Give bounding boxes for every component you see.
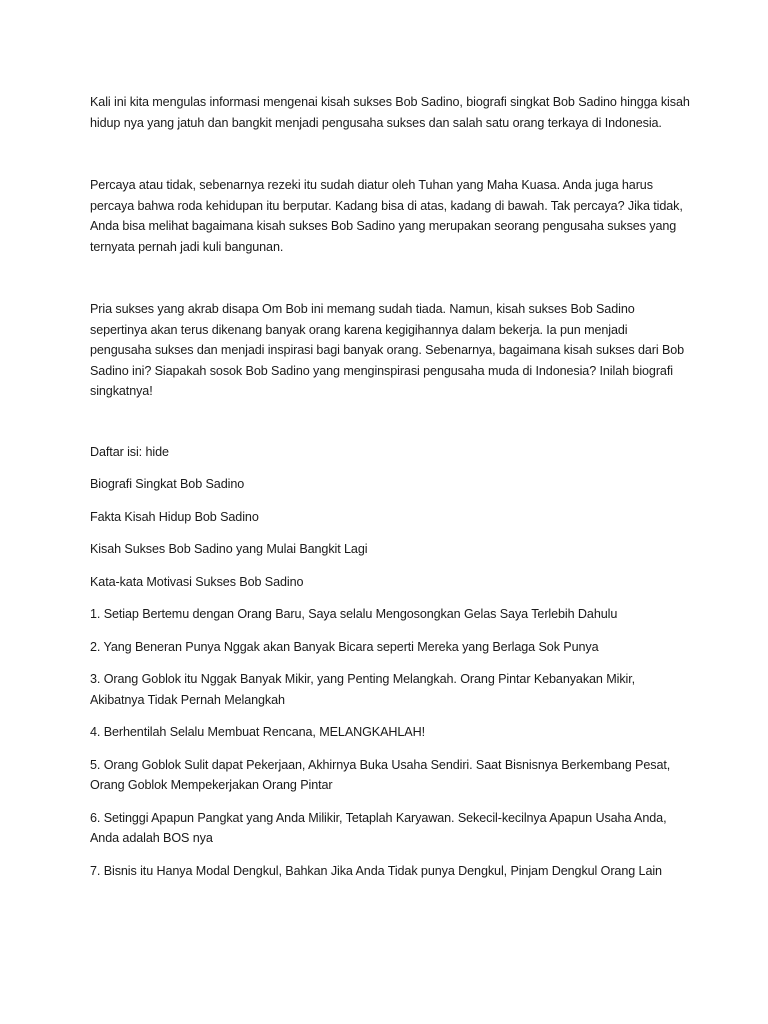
- toc-item-biografi[interactable]: Biografi Singkat Bob Sadino: [90, 477, 245, 491]
- toc-item-fakta[interactable]: Fakta Kisah Hidup Bob Sadino: [90, 509, 259, 524]
- intro-paragraph: Kali ini kita mengulas informasi mengenai kisah sukses Bob Sadino, biografi singkat Bob Sadino hingga kisah hidup nya yang jatuh dan bangkit menjadi pengusaha sukses dan salah satu orang terkaya di Indonesia.: [90, 95, 690, 130]
- quote-item: 2. Yang Beneran Punya Nggak akan Banyak Bicara seperti Mereka yang Berlaga Sok Punya: [90, 639, 599, 654]
- toc-heading: Daftar isi: hide: [90, 444, 169, 459]
- quote-item: 6. Setinggi Apapun Pangkat yang Anda Milikir, Tetaplah Karyawan. Sekecil-kecilnya Apapun Usaha Anda, Anda adalah BOS nya: [90, 810, 667, 845]
- belief-paragraph: Percaya atau tidak, sebenarnya rezeki itu sudah diatur oleh Tuhan yang Maha Kuasa. Anda juga harus percaya bahwa roda kehidupan itu berputar. Kadang bisa di atas, kadang di bawah. Tak percaya? Jika tidak, Anda bisa melihat bagaimana kisah sukses Bob Sadino yang merupakan seorang pengusaha sukses yang ternyata pernah jadi kuli bangunan.: [90, 178, 683, 254]
- toc-item-kata-kata[interactable]: Kata-kata Motivasi Sukses Bob Sadino: [90, 574, 304, 589]
- quote-item: 1. Setiap Bertemu dengan Orang Baru, Saya selalu Mengosongkan Gelas Saya Terlebih Dahulu: [90, 607, 618, 621]
- document-page: [90, 92, 690, 893]
- om-bob-paragraph: Pria sukses yang akrab disapa Om Bob ini memang sudah tiada. Namun, kisah sukses Bob Sadino sepertinya akan terus dikenang banyak orang karena kegigihannya dalam bekerja. Ia pun menjadi pengusaha sukses dan menjadi inspirasi bagi banyak orang. Sebenarnya, bagaimana kisah sukses dari Bob Sadino ini? Siapakah sosok Bob Sadino yang menginspirasi pengusaha muda di Indonesia? Inilah biografi singkatnya!: [90, 302, 685, 398]
- toc-item-kisah-sukses[interactable]: Kisah Sukses Bob Sadino yang Mulai Bangkit Lagi: [90, 542, 368, 556]
- quote-item: 5. Orang Goblok Sulit dapat Pekerjaan, Akhirnya Buka Usaha Sendiri. Saat Bisnisnya Berkembang Pesat, Orang Goblok Mempekerjakan Orang Pintar: [90, 757, 671, 792]
- quote-item: 4. Berhentilah Selalu Membuat Rencana, MELANGKAHLAH!: [90, 725, 426, 739]
- quote-item: 7. Bisnis itu Hanya Modal Dengkul, Bahkan Jika Anda Tidak punya Dengkul, Pinjam Dengkul Orang Lain: [90, 863, 662, 878]
- quote-item: 3. Orang Goblok itu Nggak Banyak Mikir, yang Penting Melangkah. Orang Pintar Kebanyakan Mikir, Akibatnya Tidak Pernah Melangkah: [90, 672, 636, 707]
